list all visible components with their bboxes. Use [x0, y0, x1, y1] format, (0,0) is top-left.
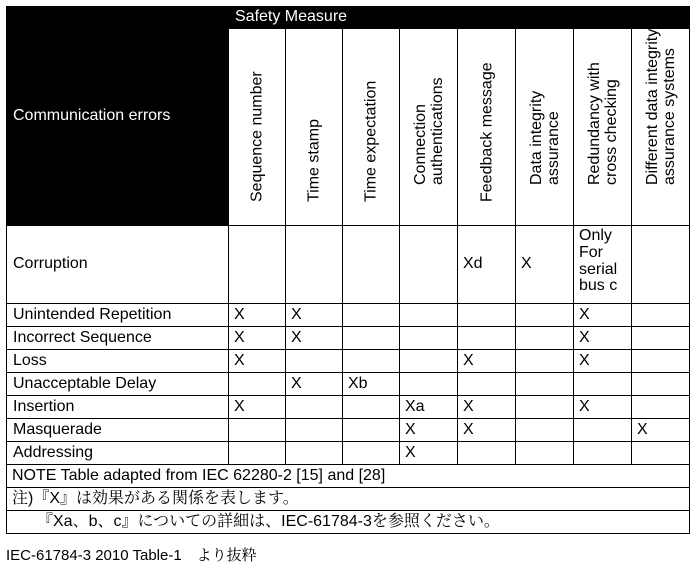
table-note: NOTE Table adapted from IEC 62280-2 [15] and [28] — [7, 465, 690, 488]
row-label: Corruption — [7, 226, 229, 304]
table-cell: X — [229, 350, 286, 373]
table-cell: X — [400, 442, 458, 465]
column-header-line: Connection — [411, 104, 429, 185]
table-row — [7, 396, 690, 419]
column-header-line: Redundancy with — [585, 62, 603, 185]
table-cell — [574, 442, 632, 465]
table-cell: X — [574, 396, 632, 419]
table-cell: X — [229, 304, 286, 327]
column-header-line: assurance — [544, 111, 562, 185]
table-row — [7, 419, 690, 442]
table-cell: X — [458, 396, 516, 419]
table-row — [7, 373, 690, 396]
table-cell — [516, 327, 574, 350]
table-row — [7, 304, 690, 327]
source-footer: IEC-61784-3 2010 Table-1 より抜粋 — [6, 547, 257, 564]
table-cell — [286, 396, 343, 419]
column-header-3 — [400, 29, 458, 226]
table-cell — [400, 327, 458, 350]
column-header-7 — [632, 29, 690, 226]
table-row — [7, 226, 690, 304]
table-cell — [286, 226, 343, 304]
table-cell — [343, 226, 400, 304]
column-header-4 — [458, 29, 516, 226]
table-cell — [516, 350, 574, 373]
table-cell — [286, 442, 343, 465]
table-cell: X — [286, 327, 343, 350]
table-cell — [343, 327, 400, 350]
column-header-line: Time stamp — [305, 119, 323, 202]
table-cell — [286, 419, 343, 442]
table-cell — [458, 304, 516, 327]
table-cell — [229, 442, 286, 465]
table-cell — [343, 442, 400, 465]
table-cell — [632, 304, 690, 327]
table-cell — [229, 373, 286, 396]
row-label: Masquerade — [7, 419, 229, 442]
table-cell — [400, 304, 458, 327]
column-header-line: Data integrity — [527, 90, 545, 185]
row-label: Incorrect Sequence — [7, 327, 229, 350]
table-cell — [574, 373, 632, 396]
column-header-2 — [343, 29, 400, 226]
table-cell — [343, 419, 400, 442]
table-cell — [343, 304, 400, 327]
table-row — [7, 350, 690, 373]
table-cell: X — [516, 226, 574, 304]
table-row — [7, 442, 690, 465]
table-cell: X — [574, 327, 632, 350]
japanese-note: 『Xa、b、c』についての詳細は、IEC-61784-3を参照ください。 — [7, 511, 690, 534]
row-label: Insertion — [7, 396, 229, 419]
column-header-line: assurance systems — [660, 48, 678, 185]
group-header-safety-measure: Safety Measure — [229, 7, 690, 29]
table-cell — [632, 327, 690, 350]
table-cell: Only For serial bus c — [574, 226, 632, 304]
table-cell — [458, 327, 516, 350]
table-cell: X — [632, 419, 690, 442]
table-cell — [516, 373, 574, 396]
table-cell — [632, 350, 690, 373]
table-cell — [458, 373, 516, 396]
table-cell: Xa — [400, 396, 458, 419]
table-cell — [400, 350, 458, 373]
column-header-line: cross checking — [602, 79, 620, 185]
table-cell: X — [458, 419, 516, 442]
column-header-line: Time expectation — [362, 80, 380, 202]
table-cell — [516, 419, 574, 442]
table-cell — [458, 442, 516, 465]
table-cell: X — [229, 327, 286, 350]
column-header-line: Different data integrity — [643, 28, 661, 185]
japanese-note: 注)『X』は効果がある関係を表します。 — [7, 488, 690, 511]
row-label: Unacceptable Delay — [7, 373, 229, 396]
table-cell — [632, 373, 690, 396]
table-cell — [632, 226, 690, 304]
table-cell — [632, 442, 690, 465]
table-cell — [229, 226, 286, 304]
table-cell: Xd — [458, 226, 516, 304]
column-header-line: Feedback message — [478, 62, 495, 202]
table-cell — [516, 442, 574, 465]
table-cell: Xb — [343, 373, 400, 396]
table-cell — [516, 304, 574, 327]
table-cell: X — [574, 304, 632, 327]
table-cell: X — [400, 419, 458, 442]
table-cell: X — [574, 350, 632, 373]
column-header-6 — [574, 29, 632, 226]
table-cell — [400, 226, 458, 304]
safety-measure-table — [6, 6, 690, 534]
row-label: Unintended Repetition — [7, 304, 229, 327]
column-header-5 — [516, 29, 574, 226]
table-cell: X — [286, 373, 343, 396]
table-cell: X — [458, 350, 516, 373]
column-header-1 — [286, 29, 343, 226]
column-header-0 — [229, 29, 286, 226]
row-header-communication-errors: Communication errors — [7, 7, 229, 226]
row-label: Addressing — [7, 442, 229, 465]
table-cell — [632, 396, 690, 419]
table-cell: X — [229, 396, 286, 419]
table-cell — [516, 396, 574, 419]
table-cell: X — [286, 304, 343, 327]
table-cell — [229, 419, 286, 442]
table-cell — [574, 419, 632, 442]
column-header-line: Sequence number — [248, 71, 266, 202]
column-header-line: authentications — [428, 77, 446, 185]
table-row — [7, 327, 690, 350]
table-cell — [343, 396, 400, 419]
table-cell — [343, 350, 400, 373]
table-cell — [286, 350, 343, 373]
table-cell — [400, 373, 458, 396]
row-label: Loss — [7, 350, 229, 373]
